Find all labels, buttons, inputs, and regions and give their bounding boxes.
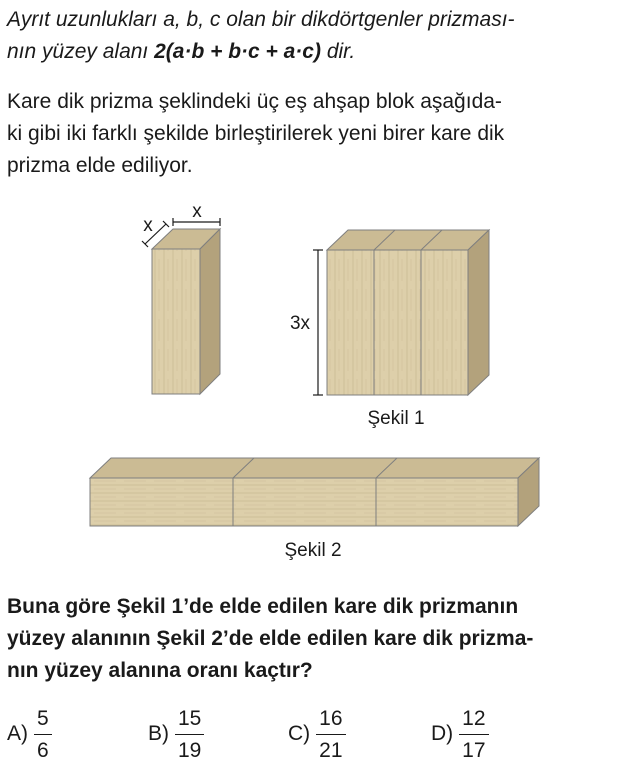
choice-c-label: C): [288, 722, 311, 745]
single-block-front: [152, 249, 200, 394]
choice-a-numerator: 5: [34, 706, 52, 735]
question-line-3: nın yüzey alanına oranı kaçtır?: [7, 659, 313, 682]
choice-b-denominator: 19: [178, 738, 202, 762]
choice-a-label: A): [7, 722, 28, 745]
figure-2-top: [90, 458, 539, 478]
choice-a[interactable]: [7, 703, 52, 765]
question-text: [7, 591, 632, 687]
choice-d-fraction: [459, 706, 488, 763]
single-block: [142, 201, 220, 394]
figure-2-block-2: [233, 478, 376, 526]
figure-1-caption: Şekil 1: [367, 408, 425, 429]
figure-1-side: [468, 230, 489, 395]
figure-1-block-2: [374, 250, 421, 395]
choice-b-label: B): [148, 722, 169, 745]
choice-c-denominator: 21: [319, 738, 343, 762]
choice-d-label: D): [431, 722, 454, 745]
figure-1-block-1: [327, 250, 374, 395]
problem-intro: [7, 4, 632, 68]
side-dimension-label: x: [143, 215, 153, 236]
figure-1-prism: [290, 230, 489, 429]
figure-2-caption: Şekil 2: [284, 540, 342, 561]
choice-c-numerator: 16: [316, 706, 345, 735]
description-line-2: ki gibi iki farklı şekilde birleştirilerek yeni birer kare dik: [7, 122, 505, 145]
figure-2-prism: [90, 458, 539, 561]
single-block-side: [200, 229, 220, 394]
choice-b-numerator: 15: [175, 706, 204, 735]
choice-b-fraction: [175, 706, 204, 763]
problem-description: [7, 86, 629, 182]
question-line-2: yüzey alanının Şekil 2’de elde edilen kare dik prizma-: [7, 627, 534, 650]
choice-a-fraction: [34, 706, 52, 763]
choice-a-denominator: 6: [37, 738, 49, 762]
choice-d-denominator: 17: [462, 738, 486, 762]
surface-area-formula: 2(a·b + b·c + a·c): [154, 40, 321, 63]
top-dimension-label: x: [192, 201, 202, 222]
prism-figures: [0, 195, 637, 575]
choice-d-numerator: 12: [459, 706, 488, 735]
choice-c-fraction: [316, 706, 345, 763]
description-line-1: Kare dik prizma şeklindeki üç eş ahşap blok aşağıda-: [7, 90, 502, 113]
choice-d[interactable]: [431, 703, 489, 765]
choice-c[interactable]: [288, 703, 346, 765]
figure-1-block-3: [421, 250, 468, 395]
intro-line-1: Ayrıt uzunlukları a, b, c olan bir dikdörtgenler prizması-: [7, 8, 515, 31]
description-line-3: prizma elde ediliyor.: [7, 154, 193, 177]
figure-2-block-3: [376, 478, 518, 526]
intro-line-2-start: nın yüzey alanı: [7, 40, 155, 63]
intro-line-2-end: dir.: [320, 40, 356, 63]
height-dimension-label: 3x: [289, 313, 311, 334]
figure-1-top: [327, 230, 489, 250]
choice-b[interactable]: [148, 703, 204, 765]
figure-2-block-1: [90, 478, 233, 526]
question-line-1: Buna göre Şekil 1’de elde edilen kare dik prizmanın: [7, 595, 519, 618]
